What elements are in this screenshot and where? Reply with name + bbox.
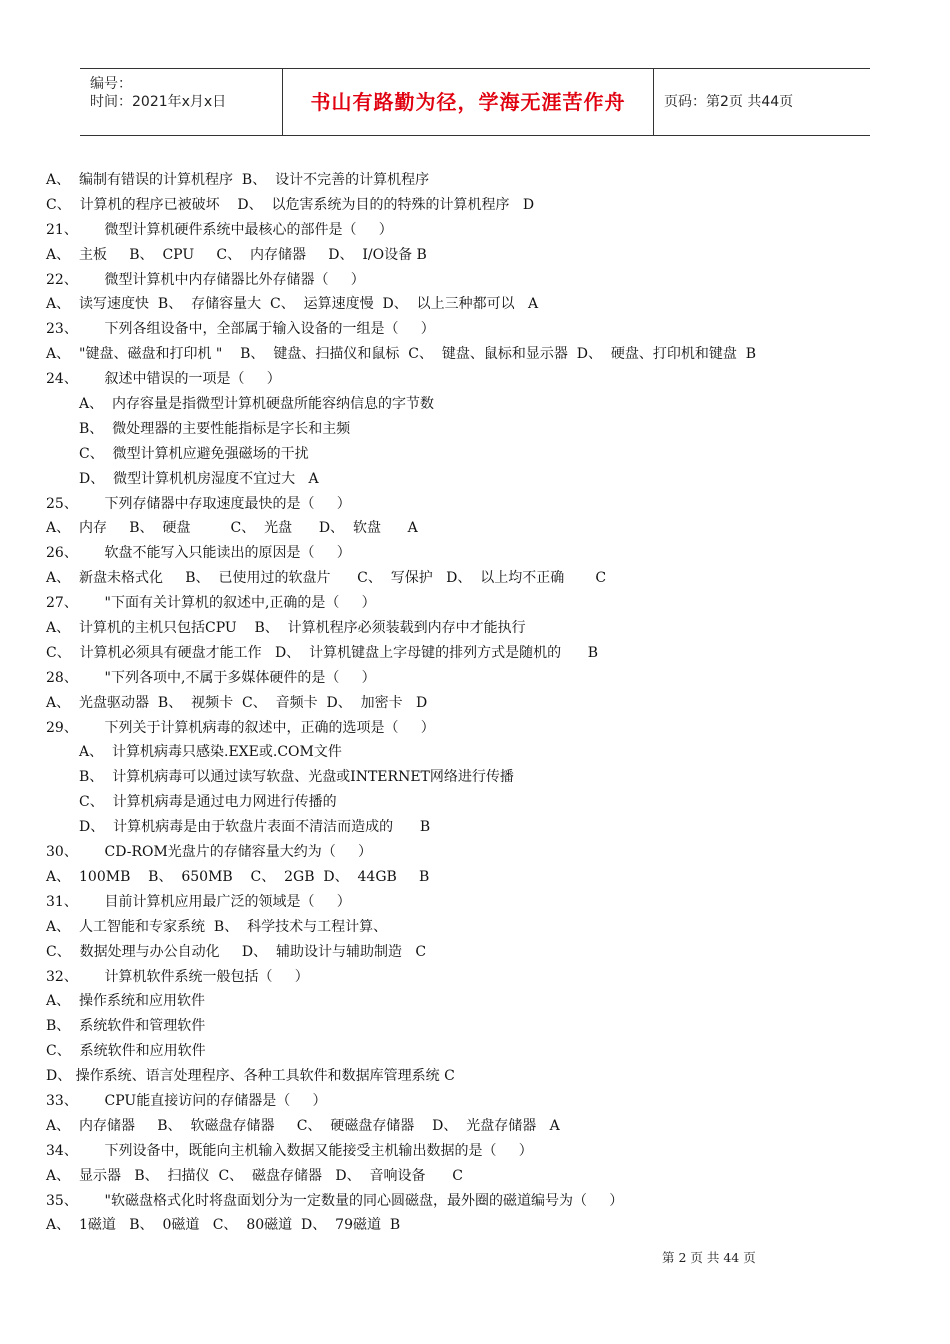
text-line: A、 1磁道 B、 0磁道 C、 80磁道 D、 79磁道 B [46,1217,401,1234]
page-header [80,68,870,136]
text-line: A、 新盘未格式化 B、 已使用过的软盘片 C、 写保护 D、 以上均不正确 C [46,570,607,587]
text-line: 34、 下列设备中，既能向主机输入数据又能接受主机输出数据的是（ ） [46,1142,533,1159]
text-line: 32、 计算机软件系统一般包括（ ） [46,968,309,985]
header-page-info: 页码：第2页 共44页 [664,94,794,110]
text-line: D、 操作系统、语言处理程序、各种工具软件和数据库管理系统 C [46,1068,455,1085]
document-date-label: 时间：2021年x月x日 [90,94,227,110]
text-line: C、 计算机必须具有硬盘才能工作 D、 计算机键盘上字母键的排列方式是随机的 B [46,644,599,661]
text-line: 25、 下列存储器中存取速度最快的是（ ） [46,495,351,512]
text-line: 22、 微型计算机中内存储器比外存储器（ ） [46,271,365,288]
text-line: A、 计算机病毒只感染.EXE或.COM文件 [79,744,342,761]
text-line: A、 显示器 B、 扫描仪 C、 磁盘存储器 D、 音响设备 C [46,1167,463,1184]
text-line: 31、 目前计算机应用最广泛的领域是（ ） [46,893,351,910]
text-line: B、 微处理器的主要性能指标是字长和主频 [79,420,351,437]
text-line: B、 系统软件和管理软件 [46,1018,206,1035]
text-line: A、 光盘驱动器 B、 视频卡 C、 音频卡 D、 加密卡 D [46,694,428,711]
text-line: A、 编制有错误的计算机程序 B、 设计不完善的计算机程序 [46,172,430,188]
text-line: 21、 微型计算机硬件系统中最核心的部件是（ ） [46,221,393,238]
text-line: B、 计算机病毒可以通过读写软盘、光盘或INTERNET网络进行传播 [79,769,514,786]
text-line: C、 系统软件和应用软件 [46,1043,206,1060]
text-line: A、 内存容量是指微型计算机硬盘所能容纳信息的字节数 [79,396,435,413]
text-line: C、 计算机病毒是通过电力网进行传播的 [79,794,337,811]
text-line: 24、 叙述中错误的一项是（ ） [46,371,281,388]
text-line: A、 操作系统和应用软件 [46,993,206,1010]
text-line: A、 内存 B、 硬盘 C、 光盘 D、 软盘 A [46,520,418,537]
text-line: A、 人工智能和专家系统 B、 科学技术与工程计算、 [46,918,388,935]
text-line: A、 内存储器 B、 软磁盘存储器 C、 硬磁盘存储器 D、 光盘存储器 A [46,1117,560,1134]
text-line: A、 计算机的主机只包括CPU B、 计算机程序必须装载到内存中才能执行 [46,620,526,637]
text-line: 27、 "下面有关计算机的叙述中,正确的是（ ） [46,595,376,612]
text-line: 29、 下列关于计算机病毒的叙述中，正确的选项是（ ） [46,719,435,736]
text-line: 26、 软盘不能写入只能读出的原因是（ ） [46,545,351,562]
text-line: 30、 CD-ROM光盘片的存储容量大约为（ ） [46,844,373,861]
text-line: D、 微型计算机机房湿度不宜过大 A [79,470,319,487]
text-line: D、 计算机病毒是由于软盘片表面不清洁而造成的 B [79,819,431,836]
text-line: C、 计算机的程序已被破坏 D、 以危害系统为目的的特殊的计算机程序 D [46,196,535,213]
text-line: A、 100MB B、 650MB C、 2GB D、 44GB B [46,868,430,885]
document-number-label: 编号： [90,76,132,92]
page-footer: 第 2 页 共 44 页 [662,1250,756,1265]
text-line: A、 "键盘、磁盘和打印机 " B、 键盘、扫描仪和鼠标 C、 键盘、鼠标和显示器 D、 硬盘、打印机和键盘 B [46,346,757,363]
text-line: 23、 下列各组设备中，全部属于输入设备的一组是（ ） [46,321,435,338]
text-line: A、 主板 B、 CPU C、 内存储器 D、 I/O设备 B [46,246,427,263]
text-line: 35、 "软磁盘格式化时将盘面划分为一定数量的同心圆磁盘，最外圈的磁道编号为（ ） [46,1192,624,1209]
text-line: 28、 "下列各项中,不属于多媒体硬件的是（ ） [46,669,376,686]
question-list [46,168,906,1238]
text-line: A、 读写速度快 B、 存储容量大 C、 运算速度慢 D、 以上三种都可以 A [46,296,539,313]
text-line: C、 数据处理与办公自动化 D、 辅助设计与辅助制造 C [46,943,427,960]
text-line: 33、 CPU能直接访问的存储器是（ ） [46,1092,327,1109]
header-motto: 书山有路勤为径，学海无涯苦作舟 [282,69,654,135]
text-line: C、 微型计算机应避免强磁场的干扰 [79,445,309,462]
header-meta [80,69,282,135]
